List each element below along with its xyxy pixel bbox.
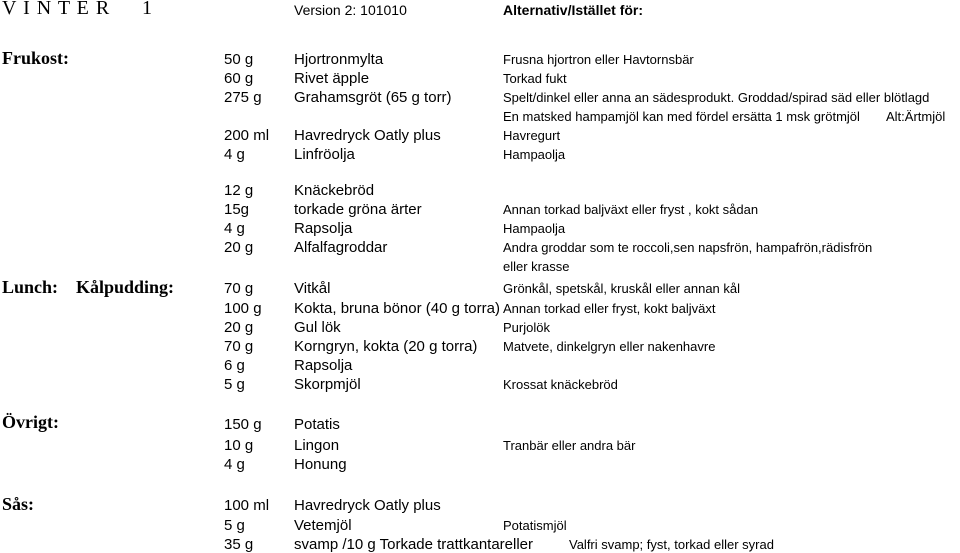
amount: 12 g (224, 182, 254, 199)
ingredient: Havredryck Oatly plus (294, 497, 441, 514)
alternative: eller krasse (503, 259, 570, 274)
ingredient: Grahamsgröt (65 g torr) (294, 89, 452, 106)
alternative: Grönkål, spetskål, kruskål eller annan kål (503, 281, 741, 296)
ingredient: Rapsolja (294, 220, 353, 237)
page-title: V I N T E R (2, 0, 111, 19)
alternative: Havregurt (503, 128, 561, 143)
amount: 275 g (224, 89, 262, 106)
amount: 100 g (224, 300, 262, 317)
ingredient: Rapsolja (294, 357, 353, 374)
ingredient: Korngryn, kokta (20 g torra) (294, 338, 478, 355)
ingredient: Honung (294, 456, 347, 473)
ingredient: Rivet äpple (294, 70, 370, 87)
alternative: Torkad fukt (503, 71, 567, 86)
ingredient: Knäckebröd (294, 182, 375, 199)
alternative: Krossat knäckebröd (503, 377, 618, 392)
ingredient: torkade gröna ärter (294, 201, 422, 218)
amount: 60 g (224, 70, 254, 87)
section-frukost: Frukost: (2, 48, 69, 68)
amount: 70 g (224, 280, 254, 297)
amount: 100 ml (224, 497, 270, 514)
amount: 15g (224, 201, 250, 218)
ingredient: Linfröolja (294, 146, 355, 163)
amount: 5 g (224, 376, 245, 393)
alternative: Tranbär eller andra bär (503, 438, 636, 453)
section-ovrigt: Övrigt: (2, 412, 59, 432)
ingredient: Potatis (294, 416, 340, 433)
ingredient: svamp /10 g Torkade trattkantareller (294, 536, 534, 553)
alternative-extra: Alt:Ärtmjöl (886, 109, 946, 124)
section-kalpudding: Kålpudding: (76, 277, 175, 297)
alternative: Hampaolja (503, 221, 566, 236)
page-number: 1 (142, 0, 152, 19)
alternative: Hampaolja (503, 147, 566, 162)
section-lunch: Lunch: (2, 277, 59, 297)
alternative: Matvete, dinkelgryn eller nakenhavre (503, 339, 716, 354)
ingredient: Gul lök (294, 319, 341, 336)
alternative: Purjolök (503, 320, 550, 335)
ingredient: Kokta, bruna bönor (40 g torra) (294, 300, 500, 317)
alternative: En matsked hampamjöl kan med fördel ersätta 1 msk grötmjöl (503, 109, 860, 124)
amount: 4 g (224, 456, 245, 473)
ingredient: Vitkål (294, 280, 331, 297)
alternative: Frusna hjortron eller Havtornsbär (503, 52, 694, 67)
amount: 4 g (224, 146, 245, 163)
ingredient: Alfalfagroddar (294, 239, 388, 256)
ingredient: Vetemjöl (294, 517, 352, 534)
ingredient: Lingon (294, 437, 340, 454)
ingredient: Havredryck Oatly plus (294, 127, 441, 144)
alternative: Annan torkad baljväxt eller fryst , kokt sådan (503, 202, 759, 217)
amount: 20 g (224, 239, 254, 256)
alternative: Potatismjöl (503, 518, 567, 533)
amount: 6 g (224, 357, 245, 374)
ingredient: Hjortronmylta (294, 51, 384, 68)
alternative: Annan torkad eller fryst, kokt baljväxt (503, 301, 716, 316)
section-sas: Sås: (2, 494, 35, 514)
amount: 35 g (224, 536, 254, 553)
alternative: Andra groddar som te roccoli,sen napsfrön, hampafrön,rädisfrön (503, 240, 873, 255)
alternative-header: Alternativ/Istället för: (503, 2, 644, 18)
version-label: Version 2: 101010 (294, 2, 407, 18)
amount: 10 g (224, 437, 254, 454)
amount: 20 g (224, 319, 254, 336)
alternative: Spelt/dinkel eller anna an sädesprodukt. Groddad/spirad säd eller blötlagd (503, 90, 930, 105)
amount: 200 ml (224, 127, 270, 144)
amount: 4 g (224, 220, 245, 237)
amount: 150 g (224, 416, 262, 433)
amount: 5 g (224, 517, 245, 534)
alternative: Valfri svamp; fyst, torkad eller syrad (569, 537, 774, 552)
ingredient: Skorpmjöl (294, 376, 361, 393)
amount: 70 g (224, 338, 254, 355)
amount: 50 g (224, 51, 254, 68)
